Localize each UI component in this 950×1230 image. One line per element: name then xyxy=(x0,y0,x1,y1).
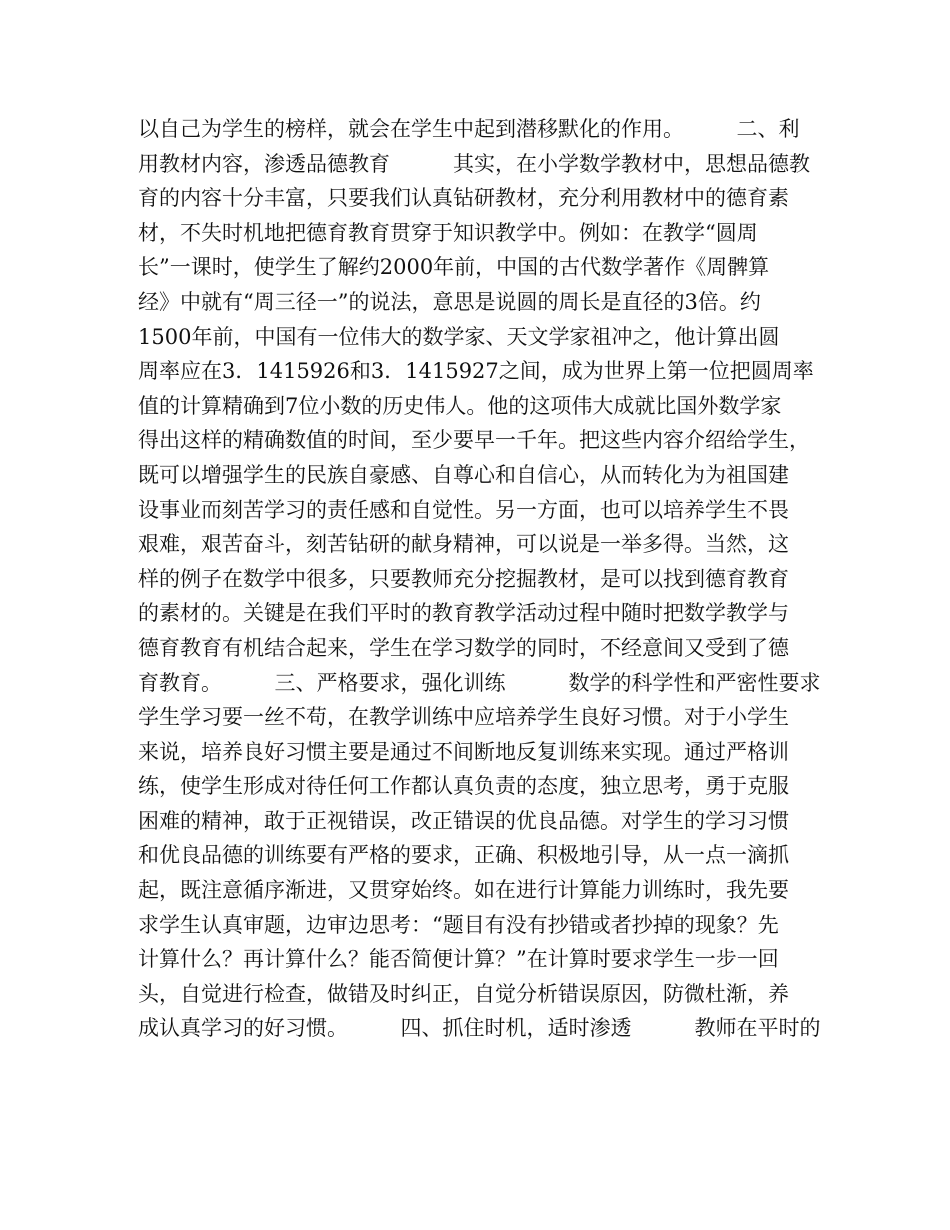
text-line: 困难的精神，敢于正视错误，改正错误的优良品德。对学生的学习习惯 xyxy=(138,808,789,833)
text-line: 练，使学生形成对待任何工作都认真负责的态度，独立思考，勇于克服 xyxy=(138,774,789,799)
text-line: 既可以增强学生的民族自豪感、自尊心和自信心，从而转化为为祖国建 xyxy=(138,462,789,487)
text-line: 起，既注意循序渐进，又贯穿始终。如在进行计算能力训练时，我先要 xyxy=(138,878,789,903)
text-line: 德育教育有机结合起来，学生在学习数学的同时，不经意间又受到了德 xyxy=(138,635,789,660)
text-line: 育的内容十分丰富，只要我们认真钻研教材，充分利用教材中的德育素 xyxy=(138,186,789,211)
text-line: 的素材的。关键是在我们平时的教育教学活动过程中随时把数学教学与 xyxy=(138,601,789,626)
text-line: 头，自觉进行检查，做错及时纠正，自觉分析错误原因，防微杜渐，养 xyxy=(138,981,789,1006)
text-line: 长”一课时，使学生了解约2000年前，中国的古代数学著作《周髀算 xyxy=(138,255,770,280)
text-line: 育教育。 三、严格要求，强化训练 数学的科学性和严密性要求 xyxy=(138,670,821,695)
text-line: 和优良品德的训练要有严格的要求，正确、积极地引导，从一点一滴抓 xyxy=(138,843,789,868)
text-line: 计算什么？再计算什么？能否简便计算？”在计算时要求学生一步一回 xyxy=(138,947,779,972)
text-line: 材，不失时机地把德育教育贯穿于知识教学中。例如：在教学“圆周 xyxy=(138,220,758,245)
text-line: 艰难，艰苦奋斗，刻苦钻研的献身精神，可以说是一举多得。当然，这 xyxy=(138,532,789,557)
text-line: 经》中就有“周三径一”的说法，意思是说圆的周长是直径的3倍。约 xyxy=(138,289,761,314)
text-line: 用教材内容，渗透品德教育 其实，在小学数学教材中，思想品德教 xyxy=(138,151,810,176)
text-line: 求学生认真审题，边审边思考：“题目有没有抄错或者抄掉的现象？先 xyxy=(138,912,779,937)
text-line: 来说，培养良好习惯主要是通过不间断地反复训练来实现。通过严格训 xyxy=(138,739,789,764)
body-text xyxy=(138,112,838,1046)
text-line: 1500年前，中国有一位伟大的数学家、天文学家祖冲之，他计算出圆 xyxy=(138,324,780,349)
text-line: 值的计算精确到7位小数的历史伟人。他的这项伟大成就比国外数学家 xyxy=(138,393,782,418)
text-line: 样的例子在数学中很多，只要教师充分挖掘教材，是可以找到德育教育 xyxy=(138,566,789,591)
text-line: 周率应在3．1415926和3．1415927之间，成为世界上第一位把圆周率 xyxy=(138,359,814,384)
text-line: 成认真学习的好习惯。 四、抓住时机，适时渗透 教师在平时的 xyxy=(138,1016,821,1041)
text-line: 得出这样的精确数值的时间，至少要早一千年。把这些内容介绍给学生， xyxy=(138,428,810,453)
text-line: 学生学习要一丝不苟，在教学训练中应培养学生良好习惯。对于小学生 xyxy=(138,705,789,730)
text-line: 设事业而刻苦学习的责任感和自觉性。另一方面，也可以培养学生不畏 xyxy=(138,497,789,522)
text-line: 以自己为学生的榜样，就会在学生中起到潜移默化的作用。 二、利 xyxy=(138,117,800,141)
